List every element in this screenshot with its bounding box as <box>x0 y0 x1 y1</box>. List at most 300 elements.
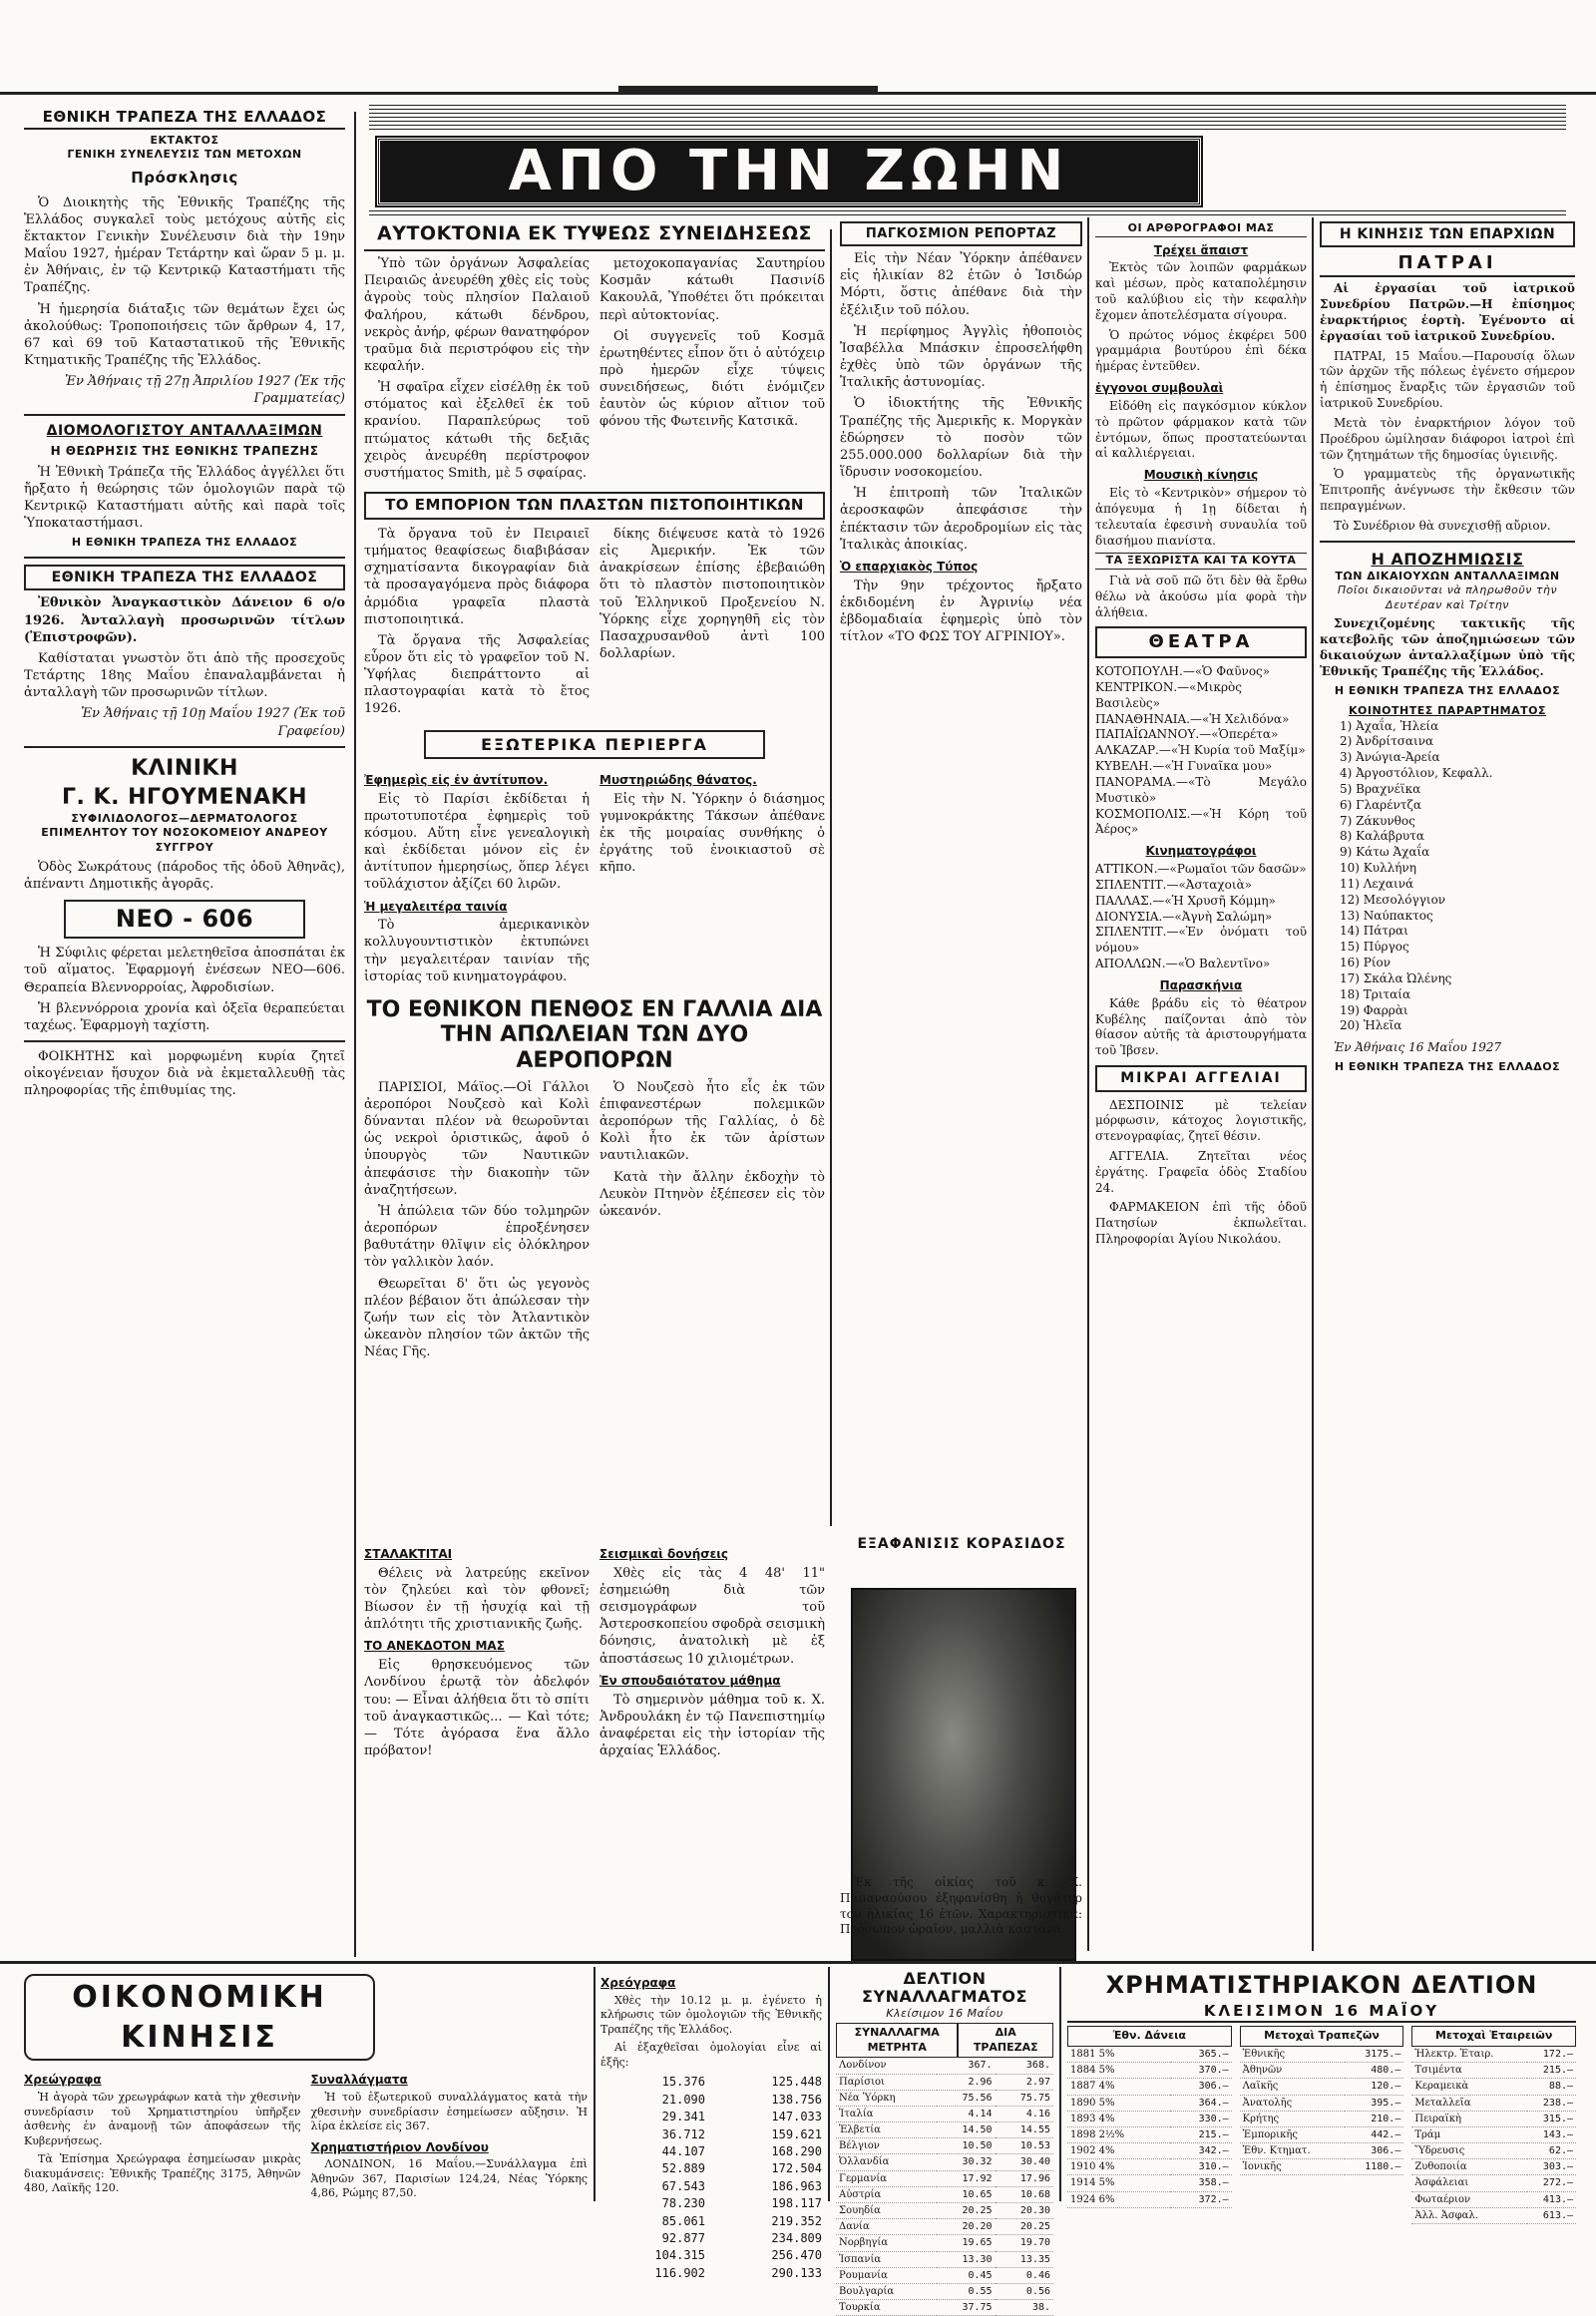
row-label: Κρήτης <box>1240 2111 1345 2126</box>
stock-row <box>1240 2047 1404 2063</box>
lottery-number: 290.133 <box>771 2265 822 2280</box>
row-value: 480.— <box>1345 2063 1404 2079</box>
row-label: Παρίσιοι <box>836 2074 937 2090</box>
row-value: 0.56 <box>996 2283 1053 2299</box>
lottery-number: 21.090 <box>661 2092 705 2107</box>
row-label: 1914 5% <box>1067 2175 1170 2191</box>
neo-p: Ἡ Σύφιλις φέρεται μελετηθεῖσα ἀποσπάται ἐκ τοῦ αἵματος. Ἐφαρμογή ἐνέσεων ΝΕΟ—606. Θεραπεία Βλεννορροίας, Ἀφροδισίων. <box>24 946 345 995</box>
stock-row <box>1240 2063 1404 2079</box>
cinema-title: Κινηματογράφοι <box>1145 844 1257 859</box>
stock-row <box>1411 2111 1576 2126</box>
row-label: 1884 5% <box>1067 2063 1170 2079</box>
row-value: 17.92 <box>937 2170 995 2186</box>
row-label: Ἰσπανία <box>836 2251 937 2267</box>
loan-p1: Ἡ Ἐθνικὴ Τράπεζα τῆς Ἑλλάδος ἀγγέλλει ὅτι ἤρξατο ἡ θεώρησις τῶν ὁμολογιῶν παρὰ τῷ Κεντρικῷ Καταστήματι αὐτῆς καὶ παρὰ τοῖς Ὑποκαταστήμασι. <box>24 464 345 532</box>
row-value: 413.— <box>1527 2191 1576 2207</box>
col4-p1: Ἐκτὸς τῶν λοιπῶν φαρμάκων καὶ μέσων, πρὸς καταπολέμησιν τοῦ καλύβιου εἰς τὴν κεφαλὴν ἔχομεν ἀποτελέσματα σίγουρα. <box>1095 260 1307 322</box>
lottery-number: 219.352 <box>771 2213 822 2228</box>
stock-subtitle: ΚΛΕΙΣΙΜΟΝ 16 ΜΑΪΟΥ <box>1067 2002 1576 2024</box>
col5-p4: Ὁ γραμματεὺς τῆς ὀργανωτικῆς Ἐπιτροπῆς ἀνέγνωσε τὴν ἔκθεσιν τῶν πεπραγμένων. <box>1320 467 1575 513</box>
stock-row <box>1411 2079 1576 2095</box>
col4-h2: ἐγγονοι συμβουλαὶ <box>1095 381 1224 396</box>
col5-sign: Η ΕΘΝΙΚΗ ΤΡΑΠΕΖΑ ΤΗΣ ΕΛΛΑΔΟΣ <box>1334 683 1561 697</box>
column-four <box>1095 221 1307 1952</box>
exchange-date: Κλείσιμον 16 Μαΐου <box>886 2006 1003 2020</box>
col5-p6: Συνεχιζομένης τακτικῆς τῆς κατεβολῆς τῶν ἀποζημιώσεων τῶν δικαιούχων ἀνταλλαξίμων ὑπὸ τῆς Ἐθνικῆς Τραπέζης τῆς Ἑλλάδος. <box>1320 616 1575 678</box>
exchange-row <box>836 2090 1053 2106</box>
row-label: Λαϊκῆς <box>1240 2079 1345 2095</box>
lottery-number: 168.290 <box>771 2143 822 2158</box>
theatre-list <box>1095 664 1307 838</box>
rule-bottom-section <box>0 1961 1596 1964</box>
row-value: 358.— <box>1170 2175 1232 2191</box>
stock-row <box>1411 2159 1576 2175</box>
row-value: 2.96 <box>937 2074 995 2090</box>
col5-p2: ΠΑΤΡΑΙ, 15 Μαΐου.—Παρουσίᾳ ὅλων τῶν ἀρχῶν τῆς πόλεως ἐγένετο σήμερον ἡ ἐπίσημος ἔναρξις τῶν ἐργασιῶν τοῦ ἰατρικοῦ Συνεδρίου. <box>1320 348 1575 411</box>
aviators-p3: Θεωρεῖται δ' ὅτι ὡς γεγονὸς πλέον βέβαιον ὅτι ἀπώλεσαν τὴν ζωήν των εἰς τὸν Ἀτλαντικὸν ὠκεανὸν πλησίον τῶν ἀκτῶν τῆς Νέας Γῆς. <box>364 1276 590 1360</box>
exchange-row <box>836 2123 1053 2138</box>
masthead-hatch-bottom <box>369 209 1566 215</box>
loan-heading2: Η ΘΕΩΡΗΣΙΣ ΤΗΣ ΕΘΝΙΚΗΣ ΤΡΑΠΕΖΗΣ <box>50 443 319 458</box>
rule-left <box>354 112 356 1957</box>
economy-h1: Χρεώγραφα <box>24 2073 102 2088</box>
community-item: 3) Ἀνώγια-Ἀρεία <box>1340 750 1440 765</box>
community-item: 17) Σκάλα Ὠλένης <box>1340 970 1452 985</box>
cinema-list <box>1095 862 1307 972</box>
suicide-p3: μετοχοκοπαγανίας Σαυτηρίου Κοσμᾶν κάτωθι Πασινίδ Κακουλᾶ, Ὑποθέτει ὅτι πρόκειται περὶ αὐτοκτονίας. <box>599 256 825 323</box>
cinema-item: ΑΠΟΛΛΩΝ.—«Ὁ Βαλεντῖνο» <box>1095 957 1271 971</box>
clinic-sub2: ΕΠΙΜΕΛΗΤΟΥ ΤΟΥ ΝΟΣΟΚΟΜΕΙΟΥ ΑΝΔΡΕΟΥ ΣΥΓΓΡΟΥ <box>41 826 328 854</box>
bank2-p1: Ἐθνικὸν Ἀναγκαστικὸν Δάνειον 6 ο/ο 1926. Ἀνταλλαγὴ προσωρινῶν τίτλων (Ἐπιστροφῶν). <box>24 595 345 645</box>
row-label: Νέα Ὑόρκη <box>836 2090 937 2106</box>
forgery-p2: Τὰ ὄργανα τῆς Ἀσφαλείας εὗρον ὅτι εἰς τὸ γραφεῖον τοῦ Ν. Ὑφήλας διεπράττοντο αἱ πλαστογραφίαι κατὰ τὸ ἔτος 1926. <box>364 632 590 717</box>
compensation-heading2: ΤΩΝ ΔΙΚΑΙΟΥΧΩΝ ΑΝΤΑΛΛΑΞΙΜΩΝ <box>1335 569 1560 582</box>
stock-table-a <box>1067 2047 1232 2208</box>
top-rule <box>0 92 1596 95</box>
neo-title: ΝΕΟ - 606 <box>64 900 305 940</box>
row-label: Ἑλβετία <box>836 2123 937 2138</box>
theatre-item: ΠΑΝΑΘΗΝΑΙΑ.—«Ἡ Χελιδόνα» <box>1095 711 1290 726</box>
col5-p7: Ἐν Ἀθήναις 16 Μαΐου 1927 <box>1334 1040 1502 1055</box>
exchange-row <box>836 2203 1053 2219</box>
row-value: 372.— <box>1170 2191 1232 2207</box>
rule-col4 <box>1087 217 1089 1951</box>
stock-section-b: Μετοχαὶ Τραπεζῶν <box>1240 2026 1404 2047</box>
row-value: 315.— <box>1527 2111 1576 2126</box>
small-items <box>364 1541 825 1955</box>
col4-p6: Κάθε βράδυ εἰς τὸ θέατρον Κυβέλης παίζονται ἀπὸ τὸν θίασον αὐτῆς τὰ ἀριστουργήματα τοῦ Ἰβσεν. <box>1095 995 1307 1058</box>
suicide-headline: ΑΥΤΟΚΤΟΝΙΑ ΕΚ ΤΥΨΕΩΣ ΣΥΝΕΙΔΗΣΕΩΣ <box>364 221 825 251</box>
row-value: 370.— <box>1170 2063 1232 2079</box>
stock-row <box>1067 2095 1232 2111</box>
suicide-p4: Οἱ συγγενεῖς τοῦ Κοσμᾶ ἐρωτηθέντες εἶπον ὅτι ὁ αὐτόχειρ πρὸ ἡμερῶν εἶχε τύψεις συνειδήσεως, διότι ἐνόμιζεν ἑαυτὸν ὡς κύριον αἴτιον τοῦ φόνου τῆς Φωτεινῆς Κατσικᾶ. <box>599 328 825 430</box>
stock-section-a: Ἐθν. Δάνεια <box>1067 2026 1232 2047</box>
row-label: 1890 5% <box>1067 2095 1170 2111</box>
lottery-number: 29.341 <box>661 2110 705 2124</box>
economy-h3: Χρηματιστήριον Λονδίνου <box>310 2139 489 2154</box>
row-label: Αὐστρία <box>836 2186 937 2202</box>
row-value: 62.— <box>1527 2143 1576 2159</box>
row-value: 367. <box>937 2058 995 2074</box>
stock-row <box>1067 2159 1232 2175</box>
theatre-item: ΠΑΠΑΪΩΑΝΝΟΥ.—«Ὁπερέτα» <box>1095 727 1279 742</box>
community-item: 18) Τριταία <box>1340 986 1411 1001</box>
community-item: 5) Βραχνέϊκα <box>1340 781 1421 796</box>
exchange-col-b: ΔΙΑ ΤΡΑΠΕΖΑΣ <box>958 2023 1053 2058</box>
stock-row <box>1240 2143 1404 2159</box>
community-item: 4) Ἀργοστόλιον, Κεφαλλ. <box>1340 766 1493 781</box>
row-label: Φωταέριον <box>1411 2191 1527 2207</box>
row-value: 19.65 <box>937 2235 995 2251</box>
row-label: Λονδίνον <box>836 2058 937 2074</box>
forgery-p3: δίκης διέψευσε κατὰ τὸ 1926 εἰς Ἀμερικήν. Ἐκ τῶν ἀνακρίσεων ἐπίσης ἐβεβαιώθη ὅτι τὸ πλαστὸν πιστοποιητικὸν τοῦ Ἑλληνικοῦ Προξενείου Ν. Ὑόρκης εἶχε χορηγηθῆ εἰς τὸν Πασαχρυσανθοῦ ἀντὶ 100 δολλαρίων. <box>599 526 825 661</box>
economy-block <box>24 1970 588 2204</box>
community-item: 2) Ἀνδρίτσαινα <box>1340 734 1434 749</box>
stock-title: ΧΡΗΜΑΤΙΣΤΗΡΙΑΚΟΝ ΔΕΛΤΙΟΝ <box>1105 1971 1538 1999</box>
bank2-p2: Καθίσταται γνωστὸν ὅτι ἀπὸ τῆς προσεχοῦς Τετάρτης 18ης Μαΐου ἐπαναλαμβάνεται ἡ ἀνταλλαγὴ τῶν προσωρινῶν τίτλων. <box>24 650 345 701</box>
stock-row <box>1411 2063 1576 2079</box>
col5-p5: Τὸ Συνέδριον θὰ συνεχισθῇ αὔριον. <box>1334 518 1551 533</box>
economy-p1: Ἡ ἀγορὰ τῶν χρεωγράφων κατὰ τὴν χθεσινὴν συνεδρίασιν τοῦ Χρηματιστηρίου ὑπῆρξεν ἀσθενὴς ἐν ἀναμονῇ τῶν ἀποφάσεων τῆς Κυβερνήσεως. <box>24 2091 301 2147</box>
exchange-row <box>836 2106 1053 2122</box>
row-value: 368. <box>996 2058 1053 2074</box>
reportage-p4: Ἡ ἐπιτροπὴ τῶν Ἰταλικῶν ἀεροσκαφῶν ἀπεφάσισε τὴν ἐπέκτασιν τῶν ἀεροδρομίων εἰς τὰς Ἰταλικὰς ἀποικίας. <box>840 486 1082 553</box>
loan-heading: ΔΙΟΜΟΛΟΓΙΣΤΟΥ ΑΝΤΑΛΛΑΞΙΜΩΝ <box>46 422 323 439</box>
forgery-headline: ΤΟ ΕΜΠΟΡΙΟΝ ΤΩΝ ΠΛΑΣΤΩΝ ΠΙΣΤΟΠΟΙΗΤΙΚΩΝ <box>364 492 825 520</box>
loan-sign: Η ΕΘΝΙΚΗ ΤΡΑΠΕΖΑ ΤΗΣ ΕΛΛΑΔΟΣ <box>71 536 298 550</box>
row-label: Ἀνατολῆς <box>1240 2095 1345 2111</box>
row-value: 1180.— <box>1345 2159 1404 2175</box>
lottery-block <box>600 1970 822 2280</box>
row-label: Ἰταλία <box>836 2106 937 2122</box>
lesson-p: Τὸ σημερινὸν μάθημα τοῦ κ. Χ. Ἀνδρουλάκη ἐν τῷ Πανεπιστημίῳ ἀναφέρεται εἰς τὴν ἱστορίαν τῆς ἀρχαίας Ἑλλάδος. <box>599 1692 825 1759</box>
row-value: 306.— <box>1170 2079 1232 2095</box>
stock-row <box>1240 2095 1404 2111</box>
community-item: 19) Φαρρὰι <box>1340 1002 1408 1017</box>
rule-fin-3 <box>1059 1967 1061 2201</box>
col4-p4: Εἰς τὸ «Κεντρικὸν» σήμερον τὸ ἀπόγευμα ἡ 1ῃ δίδεται ἡ τελευταία ἐφεσινὴ συναυλία τοῦ διασήμου πιανίστα. <box>1095 486 1307 548</box>
row-label: Τσιμέντα <box>1411 2063 1527 2079</box>
lottery-number: 52.889 <box>661 2161 705 2176</box>
row-value: 4.16 <box>996 2106 1053 2122</box>
quake-p: Χθὲς εἰς τὰς 4 48' 11" ἐσημειώθη διὰ τῶν σεισμογράφων τοῦ Ἀστεροσκοπείου σφοδρὰ σεισμικὴ δόνησις, ἀνατολικὴ μὲ ἐξ ἀποστάσεως 10 χιλιομέτρων. <box>599 1565 825 1667</box>
community-item: 11) Λεχαινά <box>1340 876 1414 891</box>
provinces-heading: Η ΚΙΝΗΣΙΣ ΤΩΝ ΕΠΑΡΧΙΩΝ <box>1320 221 1575 247</box>
section-masthead: ΑΠΟ ΤΗΝ ΖΩΗΝ <box>377 138 1201 205</box>
theatre-item: ΚΟΣΜΟΠΟΛΙΣ.—«Ἡ Κόρη τοῦ Ἀέρος» <box>1095 806 1307 837</box>
row-value: 272.— <box>1527 2175 1576 2191</box>
row-value: 38. <box>996 2300 1053 2316</box>
stock-row <box>1411 2191 1576 2207</box>
community-item: 6) Γλαρέντζα <box>1340 797 1421 812</box>
ads-p3: ΦΑΡΜΑΚΕΙΟΝ ἐπὶ τῆς ὁδοῦ Πατησίων ἐκπωλεῖται. Πληροφορίαι Ἁγίου Νικολάου. <box>1095 1200 1307 1247</box>
community-item: 10) Κυλλήνη <box>1340 861 1416 876</box>
row-label: 1924 6% <box>1067 2191 1170 2207</box>
economy-title: ΟΙΚΟΝΟΜΙΚΗ ΚΙΝΗΣΙΣ <box>24 1974 375 2061</box>
row-value: 88.— <box>1527 2079 1576 2095</box>
row-value: 442.— <box>1345 2126 1404 2142</box>
row-value: 20.25 <box>937 2203 995 2219</box>
stock-row <box>1240 2159 1404 2175</box>
lottery-number: 67.543 <box>661 2178 705 2193</box>
col5-sign2: Η ΕΘΝΙΚΗ ΤΡΑΠΕΖΑ ΤΗΣ ΕΛΛΑΔΟΣ <box>1334 1060 1561 1074</box>
invitation-sign: Ἐν Ἀθήναις τῇ 27ῃ Ἀπριλίου 1927 (Ἐκ τῆς Γραμματείας) <box>64 374 345 407</box>
row-label: 1910 4% <box>1067 2159 1170 2175</box>
col5-p1: Αἱ ἐργασίαι τοῦ ἰατρικοῦ Συνεδρίου Πατρῶν.—Η ἐπίσημος ἐναρκτήριος ἑορτὴ. Ἐγένοντο αἱ ἐργασίαι τοῦ ἰατρικοῦ Συνεδρίου. <box>1320 281 1575 343</box>
col4-p3: Εἰδόθη εἰς παγκόσμιον κύκλον τὸ πρῶτον φάρμακον κατὰ τῶν ἐντόμων, ὅπως προστατεύωνται αἱ καλλιέργειαι. <box>1095 398 1307 461</box>
lottery-number: 15.376 <box>661 2075 705 2090</box>
reportage-p5: Τὴν 9ην τρέχοντος ἤρξατο ἐκδιδομένη ἐν Ἀγρινίῳ νέα ἑβδομαδιαία ἐφημερὶς ὑπὸ τὸν τίτλον «ΤΟ ΦΩΣ ΤΟΥ ΑΓΡΙΝΙΟΥ». <box>840 578 1082 645</box>
lottery-number: 159.621 <box>771 2126 822 2141</box>
row-value: 20.30 <box>996 2203 1053 2219</box>
cinema-item: ΣΠΛΕΝΤΙΤ.—«Ἀσταχοιὰ» <box>1095 877 1253 892</box>
exchange-row <box>836 2219 1053 2235</box>
reportage-p3: Ὁ ἰδιοκτήτης τῆς Ἐθνικῆς Τραπέζης τῆς Ἀμερικῆς κ. Μοργκὰν ἐδώρησεν τὸ ποσὸν τῶν 255.000.000 δολλαρίων διὰ τὴν ἵδρυσιν νοσοκομείου. <box>840 396 1082 481</box>
reportage-headline: ΠΑΓΚΟΣΜΙΟΝ ΡΕΠΟΡΤΑΖ <box>840 221 1082 246</box>
ads-p2: ΑΓΓΕΛΙΑ. Ζητεῖται νέος ἐργάτης. Γραφεῖα ὁδὸς Σταδίου 24. <box>1095 1149 1307 1195</box>
lottery-p1: Χθὲς τὴν 10.12 μ. μ. ἐγένετο ἡ κλήρωσις τῶν ὁμολογιῶν τῆς Ἐθνικῆς Τραπέζης τῆς Ἑλλάδος. <box>600 1993 822 2036</box>
community-item: 8) Καλάβρυτα <box>1340 829 1424 844</box>
rule-mid <box>830 229 832 1526</box>
rule-fin-2 <box>828 1967 830 2201</box>
row-value: 13.35 <box>996 2251 1053 2267</box>
aviators-p2: Ἡ ἀπώλεια τῶν δύο τολμηρῶν ἀεροπόρων ἐπροξένησεν βαθυτάτην θλῖψιν εἰς ὁλόκληρον τὸν γαλλικὸν λαόν. <box>364 1203 590 1271</box>
communities-title: ΚΟΙΝΟΤΗΤΕΣ ΠΑΡΑΡΤΗΜΑΤΟΣ <box>1349 704 1546 718</box>
row-label: Ἡλεκτρ. Ἑταιρ. <box>1411 2047 1527 2063</box>
compensation-heading3: Ποῖοι δικαιοῦνται νὰ πληρωθοῦν τὴν Δευτέραν καὶ Τρίτην <box>1337 583 1558 611</box>
row-value: 215.— <box>1170 2126 1232 2142</box>
row-label: Νορβηγία <box>836 2235 937 2251</box>
row-value: 364.— <box>1170 2095 1232 2111</box>
lottery-number: 104.315 <box>654 2248 705 2263</box>
masthead-hatch-top <box>369 104 1566 130</box>
row-value: 0.45 <box>937 2267 995 2283</box>
stock-row <box>1067 2175 1232 2191</box>
invitation-p2: Ἡ ἡμερησία διάταξις τῶν θεμάτων ἔχει ὡς ἀκολούθως: Τροποποιήσεις τῶν ἄρθρων 4, 17, 67 καὶ 69 τοῦ Καταστατικοῦ τῆς Ἐθνικῆς Κτηματικῆς Τραπέζης τῆς Ἑλλάδος. <box>24 301 345 369</box>
stock-row <box>1067 2047 1232 2063</box>
aviators-p1: ΠΑΡΙΣΙΟΙ, Μάϊος.—Οἱ Γάλλοι ἀεροπόροι Νουζεσὸ καὶ Κολὶ δύνανται πλέον νὰ θεωροῦνται ὡς νεκροὶ ὁριστικῶς, ἀφοῦ ὁ ὑπουργὸς τῶν Ναυτικῶν ἀπεφάσισε τὴν διακοπὴν τῶν ἀναζητήσεων. <box>364 1079 590 1198</box>
economy-p2: Τὰ Ἐπίσημα Χρεώγραφα ἐσημείωσαν μικρὰς διακυμάνσεις: Ἐθνικῆς Τραπέζης 3175, Ἀθηνῶν 480, Λαϊκῆς 120. <box>24 2152 301 2195</box>
communities-list <box>1320 719 1575 1035</box>
neo-p2: Ἡ βλεννόρροια χρονία καὶ ὀξεῖα θεραπεύεται ταχέως. Ἐφαρμογὴ ταχίστη. <box>24 1000 345 1033</box>
row-label: Γερμανία <box>836 2170 937 2186</box>
row-value: 395.— <box>1345 2095 1404 2111</box>
suicide-p1: Ὑπὸ τῶν ὀργάνων Ἀσφαλείας Πειραιῶς ἀνευρέθη χθὲς εἰς τοὺς ἀγροὺς τοὺς πλησίον Παλαιοῦ Φαλήρου, κάτωθι δένδρου, νεκρὸς ἀνήρ, φέρων θανατηφόρον τραῦμα διὰ περιστρόφου εἰς τὴν κεφαλήν. <box>364 256 590 375</box>
col4-h1: Τρέχει ἄπαιστ <box>1153 242 1249 257</box>
row-value: 75.56 <box>937 2090 995 2106</box>
community-item: 14) Πάτραι <box>1340 924 1408 939</box>
row-value: 17.96 <box>996 2170 1053 2186</box>
foreign-p2: Τὸ ἀμερικανικὸν κολλυγουντιστικὸν ἐκτυπώνει τὴν μεγαλειτέραν ταινίαν τῆς ἱστορίας τοῦ κινηματογράφου. <box>364 918 590 984</box>
lottery-number: 85.061 <box>661 2213 705 2228</box>
lottery-number: 116.902 <box>654 2265 705 2280</box>
stock-row <box>1067 2191 1232 2207</box>
lottery-number: 78.230 <box>661 2196 705 2211</box>
stock-row <box>1067 2111 1232 2126</box>
col4-p2: Ὁ πρώτος νόμος ἐκφέρει 500 γραμμάρια βουτύρου ἐπὶ δέκα ἡμέρας ἐντεῦθεν. <box>1095 327 1307 374</box>
exchange-row <box>836 2267 1053 2283</box>
aviators-headline: ΤΟ ΕΘΝΙΚΟΝ ΠΕΝΘΟΣ ΕΝ ΓΑΛΛΙΑ ΔΙΑ ΤΗΝ ΑΠΩΛΕΙΑΝ ΤΩΝ ΔΥΟ ΑΕΡΟΠΟΡΩΝ <box>366 996 823 1073</box>
ads-p1: ΔΕΣΠΟΙΝΙΣ μὲ τελείαν μόρφωσιν, κάτοχος λογιστικῆς, στενογραφίας, ζητεῖ θέσιν. <box>1095 1097 1307 1144</box>
provinces-city: ΠΑΤΡΑΙ <box>1320 251 1575 277</box>
stock-row <box>1067 2079 1232 2095</box>
economy-p3: Ἡ τοῦ ἐξωτερικοῦ συναλλάγματος κατὰ τὴν χθεσινὴν συνεδρίασιν ἐσημείωσεν αὔξησιν. Ἡ λίρα ἐκλείσε εἰς 367. <box>310 2091 588 2133</box>
lottery-number: 198.117 <box>771 2196 822 2211</box>
invitation-title: Πρόσκλησις <box>131 168 238 187</box>
row-label: Ἐθνικῆς <box>1240 2047 1345 2063</box>
forgery-p1: Τὰ ὄργανα τοῦ ἐν Πειραιεῖ τμήματος θεαφίσεως διαβιβάσαν σχηματίσαντα δικογραφίαν διὰ τὰ προσαγαγόμενα πρὸς διάφορα ἀρμόδια γραφεῖα πλαστὰ πιστοποιητικά. <box>364 526 590 627</box>
compensation-heading: Η ΑΠΟΖΗΜΙΩΣΙΣ <box>1371 549 1524 569</box>
stock-table-b <box>1240 2047 1404 2176</box>
reportage-p1: Εἰς τὴν Νέαν Ὑόρκην ἀπέθανεν εἰς ἡλικίαν 82 ἐτῶν ὁ Ἰσιδώρ Μόρτι, ὅστις ἀπέθανε διὰ τὴν ἐξέλιξιν τοῦ πόλου. <box>840 251 1082 318</box>
col4-h4: ΤΑ ΞΕΧΩΡΙΣΤΑ ΚΑΙ ΤΑ ΚΟΥΤΑ <box>1095 553 1307 570</box>
top-ornament <box>618 86 878 92</box>
col4-h5: Παρασκήνια <box>1159 977 1243 992</box>
row-value: 20.25 <box>996 2219 1053 2235</box>
row-label: Ρουμανία <box>836 2267 937 2283</box>
exchange-row <box>836 2300 1053 2316</box>
theatre-item: ΑΛΚΑΖΑΡ.—«Ἡ Κυρία τοῦ Μαξίμ» <box>1095 743 1306 758</box>
main-column <box>364 221 825 1536</box>
cinema-item: ΠΑΛΛΑΣ.—«Ἡ Χρυσῆ Κόμμη» <box>1095 893 1276 908</box>
bank-heading: ΕΘΝΙΚΗ ΤΡΑΠΕΖΑ ΤΗΣ ΕΛΛΑΔΟΣ <box>24 108 345 130</box>
foreign-sub1: Ἐφημερὶς εἰς ἐν ἀντίτυπον. <box>364 772 549 787</box>
row-label: Τράμ <box>1411 2126 1527 2142</box>
row-value: 210.— <box>1345 2111 1404 2126</box>
row-value: 238.— <box>1527 2095 1576 2111</box>
row-value: 0.55 <box>937 2283 995 2299</box>
stock-row <box>1067 2063 1232 2079</box>
row-label: Ζυθοποιία <box>1411 2159 1527 2175</box>
exchange-row <box>836 2170 1053 2186</box>
row-label: Κεραμεικὰ <box>1411 2079 1527 2095</box>
row-value: 30.32 <box>937 2154 995 2170</box>
foreign-p1: Εἰς τὸ Παρίσι ἐκδίδεται ἡ πρωτοτυποτέρα ἐφημερὶς τοῦ κόσμου. Αὕτη εἶνε γενεαλογικὴ καὶ ἐκδίδεται μόνον εἰς ἐν ἀντίτυπον ἡμερησίως, ὅπερ λέγει τοῦλάχιστον ἀξίζει 60 λιρῶν. <box>364 791 590 893</box>
stock-section-c: Μετοχαὶ Ἑταιρειῶν <box>1411 2026 1576 2047</box>
bank2-sign: Ἐν Ἀθήναις τῇ 10ῃ Μαΐου 1927 (Ἐκ τοῦ Γραφείου) <box>81 706 345 739</box>
lottery-number: 138.756 <box>771 2092 822 2107</box>
community-item: 13) Ναύπακτος <box>1340 908 1433 923</box>
lottery-number: 36.712 <box>661 2126 705 2141</box>
row-value: 172.— <box>1527 2047 1576 2063</box>
row-label: Ὀλλανδία <box>836 2154 937 2170</box>
community-item: 20) Ἠλεῖα <box>1340 1018 1402 1033</box>
row-label: Ἐμπορικῆς <box>1240 2126 1345 2142</box>
stock-row <box>1411 2095 1576 2111</box>
row-value: 342.— <box>1170 2143 1232 2159</box>
foreign-sub3: Μυστηριώδης θάνατος. <box>599 772 757 787</box>
row-value: 10.68 <box>996 2186 1053 2202</box>
col4-top-note: ΟΙ ΑΡΘΡΟΓΡΑΦΟΙ ΜΑΣ <box>1095 221 1307 237</box>
suicide-p2: Ἡ σφαῖρα εἶχεν εἰσέλθῃ ἐκ τοῦ στόματος καὶ ἐξελθεῖ ἐκ τοῦ κρανίου. Παραπλεύρως τοῦ πτώματος κάτωθι τῆς δεξιᾶς χειρὸς ἀνευρέθη περίστροφον συστήματος Smith, μὲ 5 σφαίρας. <box>364 380 590 481</box>
row-label: Σουηδία <box>836 2203 937 2219</box>
economy-h2: Συναλλάγματα <box>310 2073 408 2088</box>
row-value: 3175.— <box>1345 2047 1404 2063</box>
bank-sub2: ΓΕΝΙΚΗ ΣΥΝΕΛΕΥΣΙΣ ΤΩΝ ΜΕΤΟΧΩΝ <box>67 148 302 162</box>
theatre-item: ΚΕΝΤΡΙΚΟΝ.—«Μικρὸς Βασιλεὺς» <box>1095 680 1242 710</box>
rule-col5 <box>1312 217 1314 1951</box>
left-column <box>24 108 345 1955</box>
stalactites-p: Θέλεις νὰ λατρεύῃς εκεῖνον τὸν ζηλεύει καὶ τὸν φθονεῖ; Βίωσον ἐν τῇ ἡσυχίᾳ καὶ τῇ ἁπλότητι τῆς χριστιανικῆς ζωῆς. <box>364 1565 590 1633</box>
row-label: Ἀλλ. Ἀσφαλ. <box>1411 2207 1527 2223</box>
anecdote-heading: ΤΟ ΑΝΕΚΔΟΤΟΝ ΜΑΣ <box>364 1639 505 1654</box>
lottery-number: 92.877 <box>661 2230 705 2245</box>
foreign-sub2: Ἡ μεγαλειτέρα ταινία <box>364 899 508 914</box>
lesson-heading: Ἐν σπουδαιότατον μάθημα <box>599 1673 781 1688</box>
row-value: 306.— <box>1345 2143 1404 2159</box>
exchange-row <box>836 2058 1053 2074</box>
exchange-row <box>836 2138 1053 2154</box>
community-item: 9) Κάτω Ἀχαΐα <box>1340 845 1430 860</box>
community-item: 16) Ρίον <box>1340 956 1392 970</box>
aviators-p4: Ὁ Νουζεσὸ ἦτο εἷς ἐκ τῶν ἐπιφανεστέρων πολεμικῶν ἀεροπόρων τῆς Γαλλίας, ὁ δὲ Κολὶ ἦτο ἐκ τῶν ἀρίστων ναυτιλιακῶν. <box>599 1079 825 1164</box>
stock-table-c <box>1411 2047 1576 2224</box>
lottery-numbers <box>600 2074 822 2282</box>
row-label: Ὕδρευσις <box>1411 2143 1527 2159</box>
row-value: 0.46 <box>996 2267 1053 2283</box>
theatre-item: ΚΟΤΟΠΟΥΛΗ.—«Ὁ Φαῦνος» <box>1095 664 1271 679</box>
col4-h3: Μουσικὴ κίνησις <box>1143 468 1259 483</box>
theatre-item: ΚΥΒΕΛΗ.—«Ἡ Γυναῖκα μου» <box>1095 759 1273 774</box>
row-value: 19.70 <box>996 2235 1053 2251</box>
stock-row <box>1240 2079 1404 2095</box>
rule-fin-1 <box>594 1967 596 2201</box>
row-value: 20.20 <box>937 2219 995 2235</box>
row-value: 10.50 <box>937 2138 995 2154</box>
lottery-number: 186.963 <box>771 2178 822 2193</box>
row-value: 120.— <box>1345 2079 1404 2095</box>
lottery-heading: Χρεόγραφα <box>600 1976 676 1990</box>
row-value: 365.— <box>1170 2047 1232 2063</box>
row-label: 1881 5% <box>1067 2047 1170 2063</box>
row-label: Βουλγαρία <box>836 2283 937 2299</box>
stock-row <box>1411 2126 1576 2142</box>
community-item: 7) Ζάκυνθος <box>1340 813 1415 828</box>
row-value: 215.— <box>1527 2063 1576 2079</box>
cinema-item: ΔΙΟΝΥΣΙΑ.—«Ἀγνὴ Σαλώμη» <box>1095 909 1273 924</box>
lottery-p2: Αἱ ἐξαχθεῖσαι ὁμολογίαι εἶνε αἱ ἑξῆς: <box>600 2041 822 2069</box>
row-label: Ἰονικῆς <box>1240 2159 1345 2175</box>
community-item: 12) Μεσολόγγιον <box>1340 892 1446 907</box>
ads-title: ΜΙΚΡΑΙ ΑΓΓΕΛΙΑΙ <box>1095 1065 1307 1091</box>
row-value: 143.— <box>1527 2126 1576 2142</box>
row-value: 30.40 <box>996 2154 1053 2170</box>
row-label: Τουρκία <box>836 2300 937 2316</box>
clinic-p: Ὁδὸς Σωκράτους (πάροδος τῆς ὁδοῦ Ἀθηνᾶς), ἀπέναντι Δημοτικῆς ἀγορᾶς. <box>24 860 345 893</box>
reportage-p2: Ἡ περίφημος Ἀγγλὶς ἠθοποιὸς Ἰσαβέλλα Μπάσκιν ἐπροσελήφθη ἐχθὲς ὑπὸ τῶν ὀργάνων τῆς Ἰταλικῆς ἀστυνομίας. <box>840 323 1082 391</box>
row-value: 14.50 <box>937 2123 995 2138</box>
anecdote-p: Εἰς θρησκευόμενος τῶν Λονδίνου ἐρωτᾷ τὸν ἀδελφόν του: — Εἶναι ἀλήθεια ὅτι τὸ σπίτι τοῦ ἀναγκαστικῶς... — Καὶ τότε; — Τότε ἀγόρασα ἕνα ἄλλο πρόβατον! <box>364 1658 590 1759</box>
row-value: 2.97 <box>996 2074 1053 2090</box>
reportage-sub: Ὁ επαρχιακὸς Τύπος <box>840 559 979 574</box>
row-value: 14.55 <box>996 2123 1053 2138</box>
row-value: 303.— <box>1527 2159 1576 2175</box>
foreign-p3: Εἰς τὴν Ν. Ὑόρκην ὁ διάσημος γυμνοκράκτης Τάκσων ἀπέθανε ἐκ τῆς μοιραίας συνθήκης ὁ ἐργάτης τοῦ ἐνοικιαστοῦ σὲ κῆπο. <box>599 791 825 876</box>
stock-row <box>1411 2175 1576 2191</box>
stock-block <box>1067 1970 1576 2221</box>
stock-row <box>1240 2111 1404 2126</box>
row-value: 10.53 <box>996 2138 1053 2154</box>
row-label: Μεταλλεῖα <box>1411 2095 1527 2111</box>
community-item: 15) Πύργος <box>1340 940 1409 955</box>
stock-row <box>1411 2143 1576 2159</box>
quake-heading: Σεισμικαὶ δονήσεις <box>599 1547 729 1561</box>
lottery-number: 44.107 <box>661 2143 705 2158</box>
row-label: Δανία <box>836 2219 937 2235</box>
row-label: 1898 2½% <box>1067 2126 1170 2142</box>
row-label: 1887 4% <box>1067 2079 1170 2095</box>
pharm-p: ΦΟΙΚΗΤΗΣ καὶ μορφωμένη κυρία ζητεῖ οἰκογένειαν ἥσυχον διὰ νὰ ἐκμεταλλευθῇ τὰς πληροφορίας τῆς ἐπιθυμίας της. <box>24 1049 345 1099</box>
